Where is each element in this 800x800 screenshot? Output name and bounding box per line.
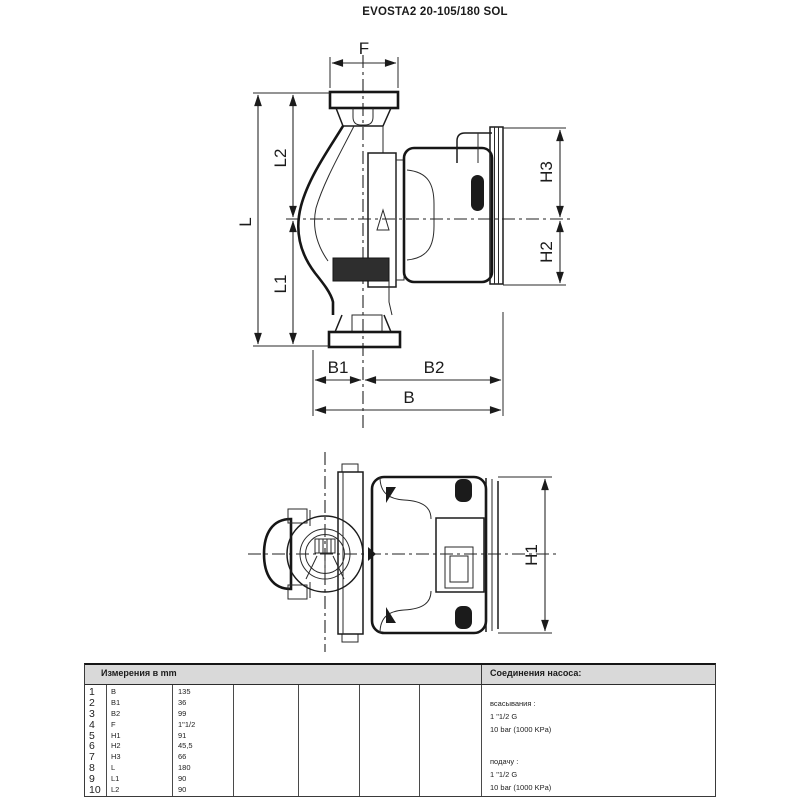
row-num: 10 bbox=[89, 784, 101, 797]
front-view bbox=[248, 452, 556, 652]
delivery-pressure: 10 bar (1000 KPa) bbox=[490, 783, 552, 792]
dim-label-l1: L1 bbox=[271, 274, 290, 294]
row-num: 5 bbox=[89, 729, 95, 742]
row-value: 66 bbox=[178, 752, 187, 762]
row-value: 135 bbox=[178, 687, 191, 696]
pump-connections bbox=[481, 685, 716, 794]
dim-label-b: B bbox=[403, 388, 415, 407]
row-label: B bbox=[111, 687, 117, 696]
dims-rows bbox=[85, 687, 233, 796]
dimensions-table bbox=[84, 663, 716, 797]
column-divider bbox=[359, 685, 360, 796]
column-divider bbox=[233, 685, 234, 796]
row-label: B2 bbox=[111, 708, 121, 718]
suction-label: всасывания : bbox=[490, 699, 536, 708]
row-label: H3 bbox=[111, 752, 121, 762]
table-body bbox=[85, 685, 715, 796]
row-value: 36 bbox=[178, 697, 187, 707]
dims-header: Измерения в mm bbox=[101, 668, 177, 678]
dim-label-h1: H1 bbox=[522, 544, 541, 566]
suction-pressure: 10 bar (1000 KPa) bbox=[490, 725, 552, 734]
row-label: L bbox=[111, 763, 116, 773]
table-header-row bbox=[85, 665, 715, 685]
dim-label-b1: B1 bbox=[327, 358, 349, 377]
row-label: F bbox=[111, 719, 116, 729]
row-num: 8 bbox=[89, 762, 95, 775]
side-view bbox=[253, 55, 570, 428]
dim-label-h3: H3 bbox=[537, 161, 556, 183]
row-label: H1 bbox=[111, 730, 121, 740]
row-num: 7 bbox=[89, 751, 95, 764]
page-title: EVOSTA2 20-105/180 SOL bbox=[362, 6, 508, 18]
row-label: L2 bbox=[111, 785, 120, 795]
row-value: 1"1/2 bbox=[178, 719, 196, 729]
row-num: 4 bbox=[89, 718, 95, 731]
dim-label-l2: L2 bbox=[271, 148, 290, 168]
row-num: 1 bbox=[89, 686, 95, 698]
column-divider bbox=[298, 685, 299, 796]
row-value: 90 bbox=[178, 785, 187, 795]
suction-size: 1 "1/2 G bbox=[490, 712, 518, 721]
column-divider bbox=[419, 685, 420, 796]
delivery-label: подачу : bbox=[490, 757, 519, 766]
row-num: 2 bbox=[89, 696, 95, 709]
dim-label-b2: B2 bbox=[423, 358, 445, 377]
dim-label-h2: H2 bbox=[537, 241, 556, 263]
row-value: 180 bbox=[178, 763, 191, 773]
row-num: 6 bbox=[89, 740, 95, 753]
delivery-size: 1 "1/2 G bbox=[490, 770, 518, 779]
row-label: B1 bbox=[111, 697, 121, 707]
row-label: H2 bbox=[111, 741, 121, 751]
row-num: 9 bbox=[89, 773, 95, 786]
row-value: 90 bbox=[178, 774, 187, 784]
row-value: 99 bbox=[178, 708, 187, 718]
row-value: 45,5 bbox=[178, 741, 193, 751]
row-num: 3 bbox=[89, 707, 95, 720]
dim-label-l: L bbox=[236, 217, 255, 227]
dim-label-f: F bbox=[358, 39, 370, 58]
row-label: L1 bbox=[111, 774, 120, 784]
row-value: 91 bbox=[178, 730, 187, 740]
connections-header: Соединения насоса: bbox=[481, 665, 715, 684]
